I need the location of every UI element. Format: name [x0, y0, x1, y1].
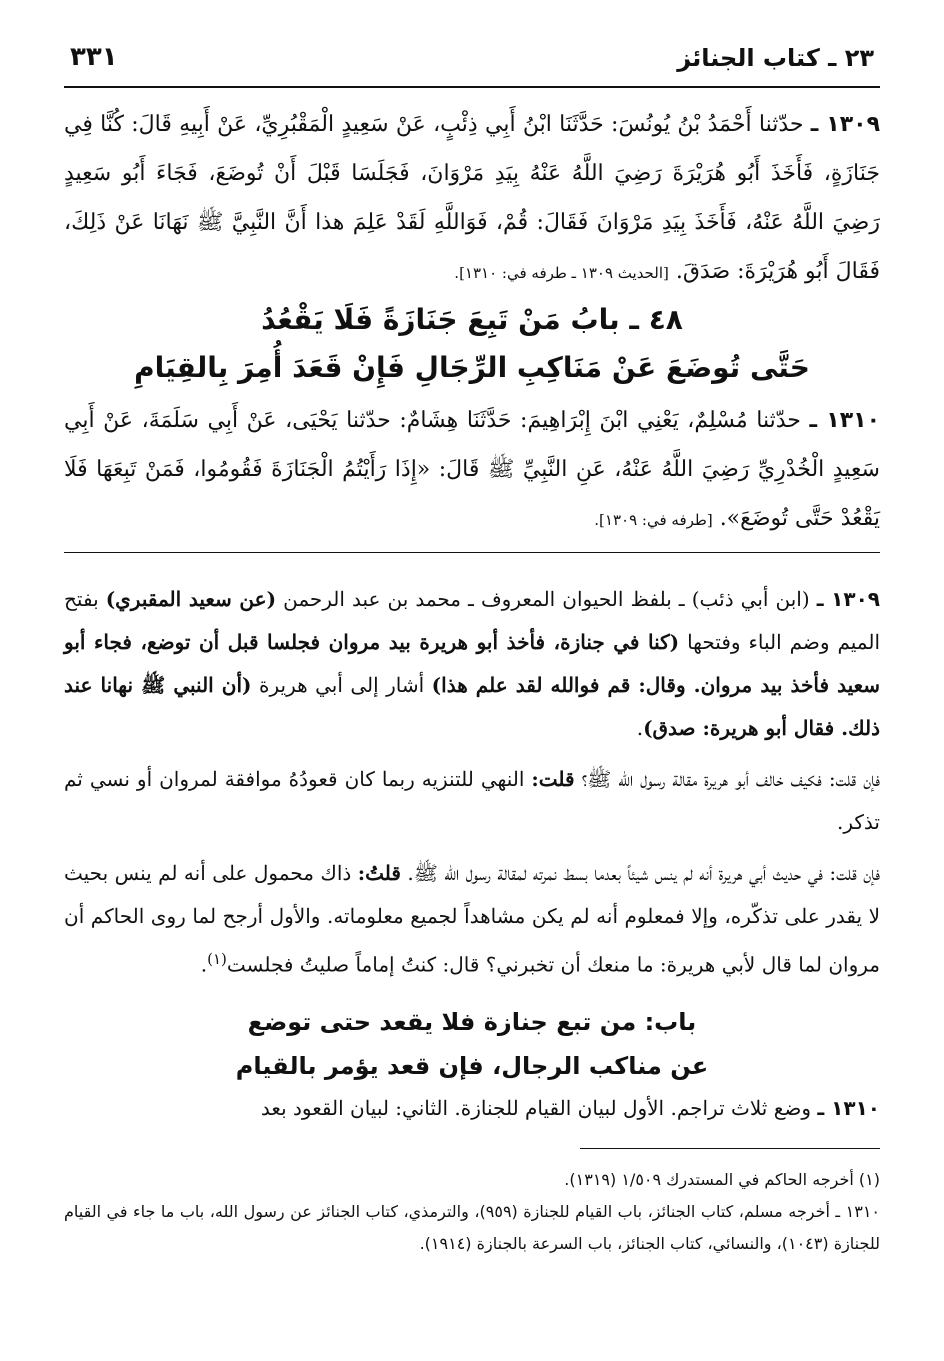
- commentary-number: ١٣٠٩ ـ: [816, 587, 880, 611]
- commentary-text: النهي للتنزيه ربما كان قعودُهُ موافقة لمروان أو نسي ثم تذكر.: [64, 767, 880, 834]
- hadith-reference: [الحديث ١٣٠٩ ـ طرفه في: ١٣١٠].: [454, 264, 669, 282]
- chapter-heading-line-1: باب: من تبع جنازة فلا يقعد حتى توضع: [247, 1008, 697, 1036]
- answer-label: قلتُ:: [357, 861, 401, 885]
- chapter-heading-commentary: [64, 1000, 880, 1088]
- commentary-text: .: [200, 952, 208, 977]
- commentary-text: ذاك محمول على أنه لم ينس بحيث لا يقدر على تذكّره، وإلا فمعلوم أنه لم يكن مشاهداً لجميع معلوماته. والأول أرجح لما روى الحاكم أن مروان لما قال لأبي هريرة: ما منعك أن تخبرني؟ قال: كنتُ إماماً صليتُ فجلست: [64, 861, 880, 977]
- chapter-heading-line-2: حَتَّى تُوضَعَ عَنْ مَنَاكِبِ الرِّجَالِ فَإِنْ قَعَدَ أُمِرَ بِالقِيَامِ: [134, 351, 810, 384]
- hadith-1310: [64, 396, 880, 545]
- chapter-heading-line-2: عن مناكب الرجال، فإن قعد يؤمر بالقيام: [235, 1052, 709, 1080]
- commentary-text: فكيف خالف أبو هريرة مقالة رسول الله ﷺ؟: [581, 767, 822, 791]
- commentary-1309: [64, 578, 880, 995]
- footnote-marker: (١): [207, 950, 227, 968]
- hadith-number: ١٣١٠ ـ: [809, 408, 881, 433]
- chapter-title: ٢٣ ـ كتاب الجنائز: [677, 44, 874, 72]
- chapter-heading-line-1: ٤٨ ـ بابُ مَنْ تَبِعَ جَنَازَةً فَلَا يَقْعُدُ: [261, 303, 683, 336]
- commentary-1310: [64, 1088, 880, 1128]
- commentary-quote: (كنا في جنازة، فأخذ أبو هريرة بيد مروان فجلسا قبل أن توضع، فجاء أبو سعيد فأخذ بيد مروان. وقال: قم فوالله لقد علم هذا): [64, 630, 881, 697]
- hadith-1309: [64, 100, 880, 298]
- footnotes: [64, 1164, 880, 1260]
- commentary-quote: (عن سعيد المقبري): [105, 587, 277, 611]
- commentary-quote: (أن النبي ﷺ نهانا عند ذلك. فقال أبو هريرة: صدق): [64, 673, 880, 740]
- commentary-text: أشار إلى أبي هريرة: [258, 673, 425, 697]
- commentary-text: وضع ثلاث تراجم. الأول لبيان القيام للجنازة. الثاني: لبيان القعود بعد: [260, 1096, 811, 1120]
- commentary-text: .: [636, 716, 644, 740]
- running-header: [64, 36, 880, 88]
- page-number: ٣٣١: [70, 42, 118, 72]
- question-label: فإن قلت:: [829, 861, 881, 885]
- chapter-heading-48: [64, 296, 880, 392]
- footnote-1: (١) أخرجه الحاكم في المستدرك ١/٥٠٩ (١٣١٩).: [564, 1170, 880, 1189]
- commentary-text: في حديث أبي هريرة أنه لم ينس شيئاً بعدما بسط نمرته لمقالة رسول الله ﷺ.: [407, 861, 823, 885]
- hadith-text: حدّثنا مُسْلِمٌ، يَعْنِي ابْنَ إِبْرَاهِيمَ: حَدَّثَنَا هِشَامٌ: حدّثنا يَحْيَى، عَنْ أَبِي سَلَمَةَ، عَنْ أَبِي سَعِيدٍ الْخُدْرِيِّ رَضِيَ اللَّهُ عَنْهُ، عَنِ النَّبِيِّ ﷺ قَالَ: «إِذَا رَأَيْتُمُ الْجَنَازَةَ فَقُومُوا، فَمَنْ تَبِعَهَا فَلَا يَقْعُدْ حَتَّى تُوضَعَ».: [64, 408, 880, 531]
- hadith-reference: [طرفه في: ١٣٠٩].: [594, 511, 713, 529]
- question-label: فإن قلت:: [828, 767, 881, 791]
- commentary-paragraph: [64, 852, 880, 987]
- answer-label: قلت:: [531, 767, 575, 791]
- commentary-paragraph: [64, 578, 880, 750]
- hadith-number: ١٣٠٩ ـ: [810, 112, 880, 137]
- footnote-separator: [580, 1148, 880, 1149]
- commentary-text: (ابن أبي ذئب) ـ بلفظ الحيوان المعروف ـ محمد بن عبد الرحمن: [283, 587, 810, 611]
- commentary-paragraph: [64, 758, 880, 844]
- main-text-separator: [64, 552, 880, 553]
- hadith-text: حدّثنا أَحْمَدُ بْنُ يُونُسَ: حَدَّثَنَا ابْنُ أَبِي ذِئْبٍ، عَنْ سَعِيدٍ الْمَقْبُرِيِّ، عَنْ أَبِيهِ قَالَ: كُنَّا فِي جَنَازَةٍ، فَأَخَذَ أَبُو هُرَيْرَةَ رَضِيَ اللَّهُ عَنْهُ بِيَدِ مَرْوَانَ، فَجَلَسَا قَبْلَ أَنْ تُوضَعَ، فَجَاءَ أَبُو سَعِيدٍ رَضِيَ اللَّهُ عَنْهُ، فَأَخَذَ بِيَدِ مَرْوَانَ فَقَالَ: قُمْ، فَوَاللَّهِ لَقَدْ عَلِمَ هذا أَنَّ النَّبِيَّ ﷺ نَهَانَا عَنْ ذَلِكَ، فَقَالَ أَبُو هُرَيْرَةَ: صَدَقَ.: [64, 112, 880, 284]
- footnote-1310: ١٣١٠ ـ أخرجه مسلم، كتاب الجنائز، باب القيام للجنازة (٩٥٩)، والترمذي، كتاب الجنائز عن رسول الله، باب ما جاء في القيام للجنازة (١٠٤٣)، والنسائي، كتاب الجنائز، باب السرعة بالجنازة (١٩١٤).: [64, 1202, 881, 1253]
- commentary-text: بفتح الميم وضم الباء وفتحها: [64, 587, 881, 654]
- commentary-number: ١٣١٠ ـ: [817, 1096, 880, 1120]
